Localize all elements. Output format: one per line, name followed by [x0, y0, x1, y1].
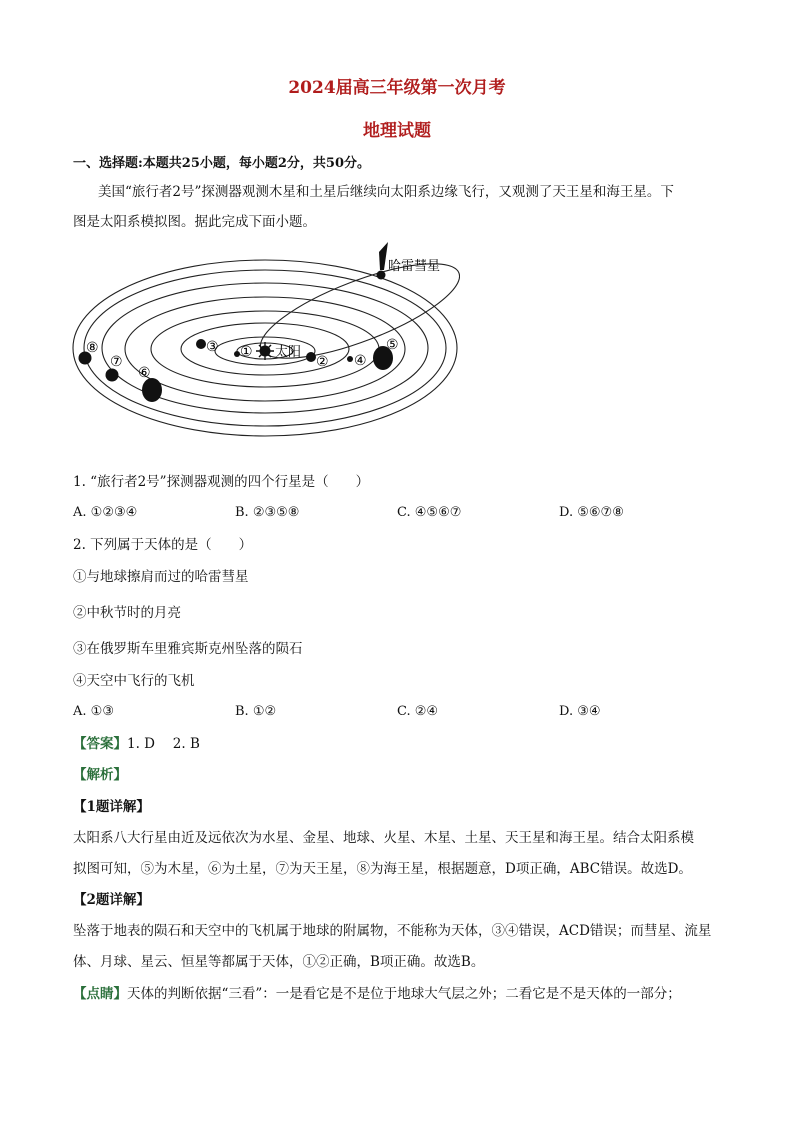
marker-5: ⑤: [386, 337, 399, 353]
intro-line-1: 美国“旅行者2号”探测器观测木星和土星后继续向太阳系边缘飞行，又观测了天王星和海王星。下: [98, 184, 674, 200]
q2-option-c: C. ②④: [397, 704, 439, 719]
solar-system-diagram: [70, 238, 460, 438]
marker-7: ⑦: [110, 354, 123, 370]
marker-6: ⑥: [138, 365, 151, 381]
q1-detail-tag: 【1题详解】: [73, 799, 150, 815]
q1-detail-line-2: 拟图可知，⑤为木星，⑥为土星，⑦为天王星，⑧为海王星，根据题意，D项正确，ABC错误。故选D。: [73, 861, 692, 877]
q2-option-b: B. ①②: [235, 704, 277, 719]
answer-text: 1. D 2. B: [127, 736, 200, 752]
q2-item-4: ④天空中飞行的飞机: [73, 673, 195, 689]
q2-option-a: A. ①③: [73, 704, 114, 719]
q2-stem: 2. 下列属于天体的是（ ）: [73, 537, 253, 553]
tip-text: 天体的判断依据“三看”：一是看它是不是位于地球大气层之外；二看它是不是天体的一部分；: [127, 986, 681, 1002]
q2-item-1: ①与地球擦肩而过的哈雷彗星: [73, 569, 249, 585]
section-heading: 一、选择题:本题共25小题，每小题2分，共50分。: [73, 156, 371, 171]
intro-line-2: 图是太阳系模拟图。据此完成下面小题。: [73, 214, 316, 230]
marker-4: ④: [354, 353, 367, 369]
planet-7: [106, 369, 119, 382]
page-title: 2024届高三年级第一次月考: [288, 78, 506, 98]
q1-option-b: B. ②③⑤⑧: [235, 505, 300, 520]
q1-option-d: D. ⑤⑥⑦⑧: [559, 505, 624, 520]
analysis-tag: 【解析】: [73, 767, 127, 783]
q1-option-c: C. ④⑤⑥⑦: [397, 505, 462, 520]
q2-item-3: ③在俄罗斯车里雅宾斯克州坠落的陨石: [73, 641, 303, 657]
marker-2: ②: [316, 354, 329, 370]
halley-comet-icon: [377, 242, 389, 280]
marker-3: ③: [206, 339, 219, 355]
q1-detail-line-1: 太阳系八大行星由近及远依次为水星、金星、地球、火星、木星、土星、天王星和海王星。结合太阳系模: [73, 830, 694, 846]
answer-line: [73, 735, 200, 753]
q2-detail-line-1: 坠落于地表的陨石和天空中的飞机属于地球的附属物，不能称为天体，③④错误，ACD错误；而彗星、流星: [73, 923, 712, 939]
q2-detail-tag: 【2题详解】: [73, 892, 150, 908]
planet-2: [306, 352, 316, 362]
q1-option-a: A. ①②③④: [73, 505, 138, 520]
marker-1: ①: [240, 344, 253, 360]
q2-detail-line-2: 体、月球、星云、恒星等都属于天体，①②正确，B项正确。故选B。: [73, 954, 485, 970]
page-subtitle: 地理试题: [363, 121, 431, 141]
sun-icon: [256, 342, 274, 360]
q2-item-2: ②中秋节时的月亮: [73, 605, 181, 621]
q1-stem: 1. “旅行者2号”探测器观测的四个行星是（ ）: [73, 474, 370, 490]
sun-label: 太阳: [275, 345, 302, 360]
tip-tag: 【点睛】: [73, 986, 127, 1002]
planet-3: [196, 339, 206, 349]
comet-label: 哈雷彗星: [388, 259, 441, 274]
answer-tag: 【答案】: [73, 736, 127, 752]
planet-6: [142, 378, 162, 402]
planet-4: [347, 356, 353, 362]
tip-line: [73, 985, 681, 1003]
marker-8: ⑧: [86, 340, 99, 356]
q2-option-d: D. ③④: [559, 704, 601, 719]
